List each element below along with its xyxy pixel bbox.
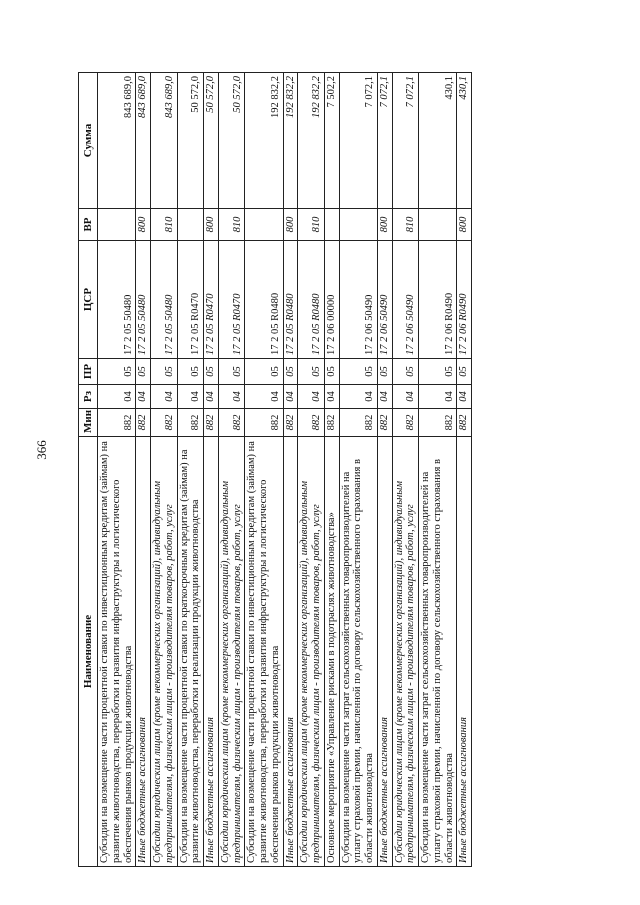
cell-pr: 05 [218, 359, 245, 385]
cell-csr: 17 2 05 R0480 [245, 241, 283, 359]
cell-rz: 04 [339, 385, 377, 409]
table-row [457, 73, 472, 867]
cell-name: Субсидии юридическим лицам (кроме некоммерческих организаций), индивидуальным предпринимателям, физическим лицам - производителям товаров, работ, услуг [151, 437, 178, 867]
cell-sum: 430,1 [457, 73, 472, 209]
cell-pr: 05 [177, 359, 204, 385]
cell-csr: 17 2 06 50490 [392, 241, 419, 359]
cell-sum: 843 689,0 [151, 73, 178, 209]
cell-min: 882 [136, 409, 151, 437]
cell-name: Субсидии на возмещение части затрат сельскохозяйственных товаропроизводителей на уплату страховой премии, начисленной по договору сельскохозяйственного страхования в области животноводства [419, 437, 457, 867]
cell-name: Иные бюджетные ассигнования [283, 437, 298, 867]
cell-name: Иные бюджетные ассигнования [457, 437, 472, 867]
cell-rz: 04 [457, 385, 472, 409]
cell-pr: 05 [419, 359, 457, 385]
cell-csr: 17 2 05 R0470 [204, 241, 219, 359]
cell-rz: 04 [324, 385, 339, 409]
table-row [419, 73, 457, 867]
cell-pr: 05 [392, 359, 419, 385]
cell-min: 882 [377, 409, 392, 437]
cell-name: Субсидии на возмещение части процентной ставки по инвестиционным кредитам (займам) на развитие животноводства, переработки и развития инфраструктуры и логистического обеспечения рынков продукции животноводства [98, 437, 136, 867]
cell-pr: 05 [283, 359, 298, 385]
table-row [98, 73, 136, 867]
rotated-page-content [78, 73, 590, 867]
cell-rz: 04 [283, 385, 298, 409]
cell-min: 882 [324, 409, 339, 437]
cell-csr: 17 2 06 00000 [324, 241, 339, 359]
cell-min: 882 [245, 409, 283, 437]
cell-vr [245, 209, 283, 241]
cell-min: 882 [419, 409, 457, 437]
cell-rz: 04 [245, 385, 283, 409]
table-row [339, 73, 377, 867]
cell-sum: 7 072,1 [392, 73, 419, 209]
cell-name: Субсидии на возмещение части процентной ставки по инвестиционным кредитам (займам) на развитие животноводства, переработки и развития инфраструктуры и логистического обеспечения рынков продукции животноводства [245, 437, 283, 867]
cell-rz: 04 [136, 385, 151, 409]
cell-min: 882 [98, 409, 136, 437]
table-row [204, 73, 219, 867]
cell-csr: 17 2 05 50480 [136, 241, 151, 359]
cell-csr: 17 2 05 R0470 [218, 241, 245, 359]
table-row [324, 73, 339, 867]
cell-name: Иные бюджетные ассигнования [377, 437, 392, 867]
cell-min: 882 [283, 409, 298, 437]
table-row [392, 73, 419, 867]
cell-name: Субсидии юридическим лицам (кроме некоммерческих организаций), индивидуальным предпринимателям, физическим лицам - производителям товаров, работ, услуг [392, 437, 419, 867]
cell-rz: 04 [298, 385, 325, 409]
cell-vr [324, 209, 339, 241]
cell-name: Субсидии юридическим лицам (кроме некоммерческих организаций), индивидуальным предпринимателям, физическим лицам - производителям товаров, работ, услуг [218, 437, 245, 867]
cell-rz: 04 [392, 385, 419, 409]
cell-sum: 50 572,0 [177, 73, 204, 209]
cell-csr: 17 2 06 50490 [339, 241, 377, 359]
header-csr: ЦСР [79, 241, 98, 359]
cell-pr: 05 [298, 359, 325, 385]
cell-name: Иные бюджетные ассигнования [204, 437, 219, 867]
table-row [298, 73, 325, 867]
cell-pr: 05 [377, 359, 392, 385]
cell-name: Субсидии юридическим лицам (кроме некоммерческих организаций), индивидуальным предпринимателям, физическим лицам - производителям товаров, работ, услуг [298, 437, 325, 867]
cell-vr: 810 [218, 209, 245, 241]
header-vr: ВР [79, 209, 98, 241]
page-number: 366 [34, 440, 49, 460]
cell-min: 882 [218, 409, 245, 437]
cell-sum: 7 072,1 [377, 73, 392, 209]
cell-csr: 17 2 06 R0490 [457, 241, 472, 359]
cell-rz: 04 [377, 385, 392, 409]
table-row [377, 73, 392, 867]
cell-pr: 05 [136, 359, 151, 385]
table-body [98, 73, 472, 867]
header-rz: Рз [79, 385, 98, 409]
cell-min: 882 [457, 409, 472, 437]
cell-name: Основное мероприятие «Управление рисками в подотраслях животноводства» [324, 437, 339, 867]
table-row [245, 73, 283, 867]
cell-pr: 05 [324, 359, 339, 385]
table-row [177, 73, 204, 867]
table-row [283, 73, 298, 867]
cell-csr: 17 2 06 R0490 [419, 241, 457, 359]
table-row [136, 73, 151, 867]
cell-vr: 800 [283, 209, 298, 241]
cell-sum: 192 832,2 [283, 73, 298, 209]
cell-min: 882 [151, 409, 178, 437]
cell-pr: 05 [151, 359, 178, 385]
cell-rz: 04 [151, 385, 178, 409]
cell-name: Иные бюджетные ассигнования [136, 437, 151, 867]
table-row [151, 73, 178, 867]
cell-vr: 800 [204, 209, 219, 241]
cell-sum: 192 832,2 [245, 73, 283, 209]
cell-min: 882 [392, 409, 419, 437]
cell-sum: 7 502,2 [324, 73, 339, 209]
cell-sum: 192 832,2 [298, 73, 325, 209]
cell-min: 882 [339, 409, 377, 437]
header-min: Мин [79, 409, 98, 437]
cell-name: Субсидии на возмещение части затрат сельскохозяйственных товаропроизводителей на уплату страховой премии, начисленной по договору сельскохозяйственного страхования в области животноводства [339, 437, 377, 867]
cell-vr [98, 209, 136, 241]
cell-pr: 05 [98, 359, 136, 385]
cell-pr: 05 [204, 359, 219, 385]
cell-vr: 800 [136, 209, 151, 241]
cell-csr: 17 2 05 50480 [151, 241, 178, 359]
cell-min: 882 [177, 409, 204, 437]
cell-vr: 800 [457, 209, 472, 241]
cell-min: 882 [204, 409, 219, 437]
cell-csr: 17 2 06 50490 [377, 241, 392, 359]
header-pr: ПР [79, 359, 98, 385]
cell-pr: 05 [339, 359, 377, 385]
cell-vr [339, 209, 377, 241]
cell-pr: 05 [457, 359, 472, 385]
cell-vr [419, 209, 457, 241]
cell-csr: 17 2 05 50480 [98, 241, 136, 359]
cell-sum: 430,1 [419, 73, 457, 209]
cell-csr: 17 2 05 R0480 [298, 241, 325, 359]
cell-sum: 843 689,0 [98, 73, 136, 209]
cell-csr: 17 2 05 R0480 [283, 241, 298, 359]
cell-min: 882 [298, 409, 325, 437]
cell-vr [177, 209, 204, 241]
cell-sum: 7 072,1 [339, 73, 377, 209]
cell-vr: 810 [392, 209, 419, 241]
cell-rz: 04 [177, 385, 204, 409]
cell-name: Субсидии на возмещение части процентной ставки по краткосрочным кредитам (займам) на развитие животноводства, переработки и реализации продукции животноводства [177, 437, 204, 867]
cell-rz: 04 [218, 385, 245, 409]
cell-sum: 50 572,0 [204, 73, 219, 209]
cell-vr: 800 [377, 209, 392, 241]
cell-pr: 05 [245, 359, 283, 385]
cell-vr: 810 [151, 209, 178, 241]
cell-csr: 17 2 05 R0470 [177, 241, 204, 359]
budget-table [78, 72, 472, 867]
cell-rz: 04 [98, 385, 136, 409]
cell-sum: 50 572,0 [218, 73, 245, 209]
table-row [218, 73, 245, 867]
header-name: Наименование [79, 437, 98, 867]
cell-rz: 04 [204, 385, 219, 409]
cell-sum: 843 689,0 [136, 73, 151, 209]
table-header-row [79, 73, 98, 867]
cell-vr: 810 [298, 209, 325, 241]
cell-rz: 04 [419, 385, 457, 409]
header-sum: Сумма [79, 73, 98, 209]
